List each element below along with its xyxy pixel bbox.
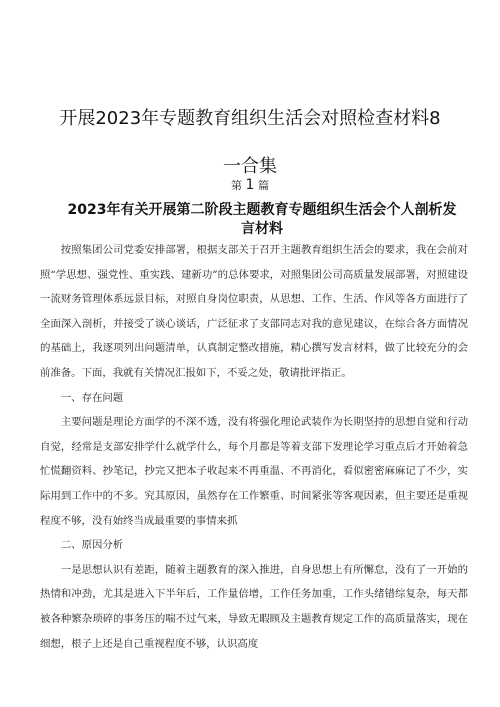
heading-existing-problems: 一、存在问题 (60, 391, 124, 404)
document-title-line-2: 一合集 (223, 156, 277, 177)
paragraph-problems: 主要问题是理论方面学的不深不透，没有将强化理论武装作为长期坚持的思想自觉和行动自觉，经常是支部安排学什么就学什么，每个月都是等着支部下发理论学习重点后才开始着急忙慌翻资料、抄笔记，抄完又把本子收起来不再重温、不再消化，看似密密麻麻记了不少，实际用到工作中的不多。究其原因，虽然存在工作繁重、时间紧张等客观因素，但主要还是重视程度不够，没有始终当成最重要的事情来抓 (40, 416, 468, 527)
section-subtitle: 2023年有关开展第二阶段主题教育专题组织生活会个人剖析发言材料 (67, 202, 457, 237)
paragraph-causes: 一是思想认识有差距，随着主题教育的深入推进，自身思想上有所懈怠，没有了一开始的热情和冲劲，尤其是进入下半年后，工作量倍增，工作任务加重，工作头绪错综复杂，每天都被各种繁杂琐碎的事务压的喘不过气来，导致无暇顾及主题教育规定工作的高质量落实，现在细想，根子上还是自己重视程度不够，认识高度 (40, 563, 468, 650)
section-number-label (0, 177, 500, 193)
section-number: 1 (245, 177, 255, 193)
heading-cause-analysis: 二、原因分析 (60, 539, 124, 552)
paragraph-intro: 按照集团公司党委安排部署，根据支部关于召开主题教育组织生活会的要求，我在会前对照“学思想、强党性、重实践、建新功”的总体要求，对照集团公司高质量发展部署，对照建设一流财务管理体系远景目标，对照自身岗位职责，从思想、工作、生活、作风等各方面进行了全面深入剖析，并接受了谈心谈话，广泛征求了支部同志对我的意见建议，在综合各方面情况的基础上，我逐项列出问题清单，认真制定整改措施，精心撰写发言材料，做了比较充分的会前准备。下面，我就有关情况汇报如下，不妥之处，敬请批评指正。 (40, 244, 468, 379)
document-title-line-1: 开展2023年专题教育组织生活会对照检查材料8 (59, 108, 441, 129)
section-prefix: 第 (231, 179, 243, 192)
document-body (40, 238, 468, 656)
section-suffix: 篇 (257, 179, 269, 192)
